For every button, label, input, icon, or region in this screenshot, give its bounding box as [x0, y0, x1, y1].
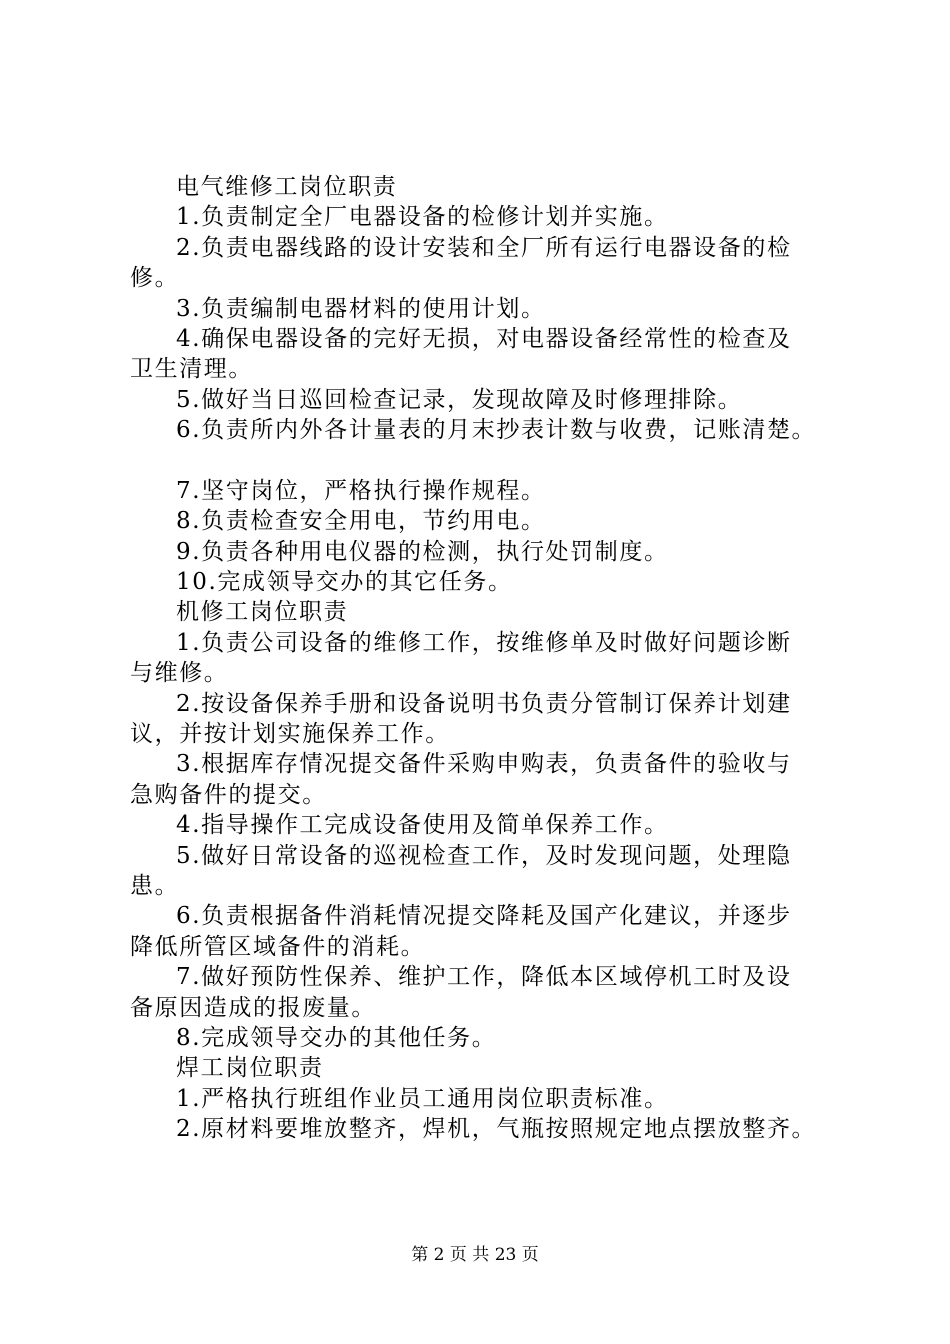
text-line: 降低所管区域备件的消耗。	[130, 933, 426, 960]
text-line: 患。	[130, 872, 180, 899]
text-line: 2.负责电器线路的设计安装和全厂所有运行电器设备的检	[176, 234, 792, 261]
text-line: 7.坚守岗位，严格执行操作规程。	[176, 477, 546, 504]
text-line: 3.负责编制电器材料的使用计划。	[176, 295, 546, 322]
text-line: 电气维修工岗位职责	[176, 174, 398, 200]
text-line: 9.负责各种用电仪器的检测，执行处罚制度。	[176, 538, 669, 565]
text-line: 10.完成领导交办的其它任务。	[176, 569, 513, 596]
text-line: 机修工岗位职责	[176, 599, 349, 626]
text-line: 6.负责根据备件消耗情况提交降耗及国产化建议，并逐步	[176, 903, 792, 930]
text-line: 4.确保电器设备的完好无损，对电器设备经常性的检查及	[176, 325, 792, 352]
text-line: 5.做好日常设备的巡视检查工作，及时发现问题，处理隐	[176, 842, 792, 869]
page-footer: 第 2 页 共 23 页	[411, 1245, 539, 1265]
text-line: 卫生清理。	[130, 356, 253, 383]
text-line: 4.指导操作工完成设备使用及简单保养工作。	[176, 812, 669, 839]
text-line: 焊工岗位职责	[176, 1055, 324, 1082]
text-line: 1.负责制定全厂电器设备的检修计划并实施。	[176, 204, 669, 231]
text-line: 议，并按计划实施保养工作。	[130, 721, 450, 748]
text-line: 急购备件的提交。	[130, 781, 327, 808]
text-line: 修。	[130, 265, 180, 292]
text-line: 8.负责检查安全用电，节约用电。	[176, 508, 546, 535]
text-line: 7.做好预防性保养、维护工作，降低本区域停机工时及设	[176, 964, 792, 991]
text-line: 6.负责所内外各计量表的月末抄表计数与收费，记账清楚。	[176, 417, 817, 444]
text-line: 与维修。	[130, 660, 229, 687]
text-line: 1.严格执行班组作业员工通用岗位职责标准。	[176, 1085, 669, 1112]
text-line: 1.负责公司设备的维修工作，按维修单及时做好问题诊断	[176, 629, 792, 656]
text-line: 3.根据库存情况提交备件采购申购表，负责备件的验收与	[176, 751, 792, 778]
blank-line	[130, 446, 850, 476]
text-line: 5.做好当日巡回检查记录，发现故障及时修理排除。	[176, 386, 743, 413]
text-line: 备原因造成的报废量。	[130, 994, 376, 1021]
text-line: 2.原材料要堆放整齐，焊机，气瓶按照规定地点摆放整齐。	[176, 1116, 817, 1143]
text-line: 2.按设备保养手册和设备说明书负责分管制订保养计划建	[176, 690, 792, 717]
document-body	[130, 172, 850, 1145]
text-line: 8.完成领导交办的其他任务。	[176, 1024, 497, 1051]
